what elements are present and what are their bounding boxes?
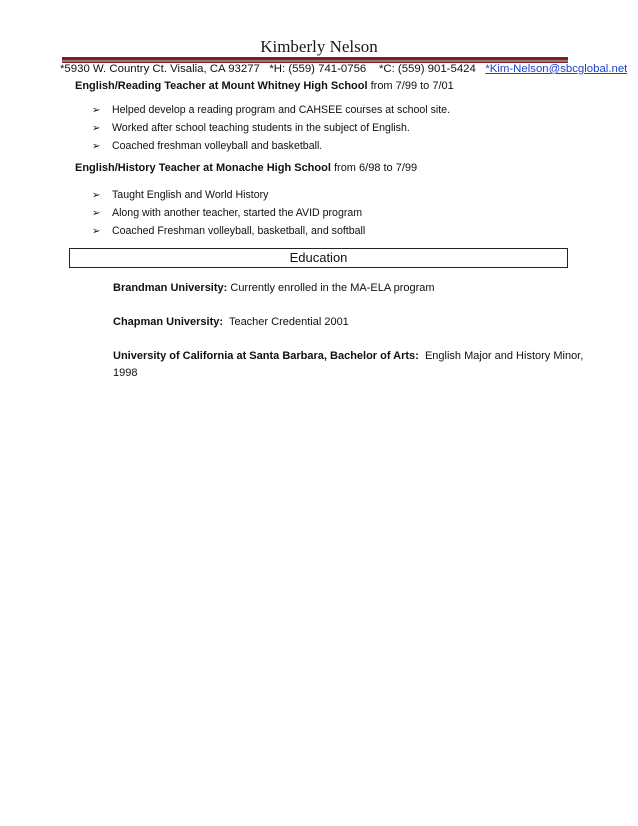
list-item [92,119,450,137]
bullet-text: Coached freshman volleyball and basketball. [112,140,323,152]
job-dates-1: from 7/99 to 7/01 [370,80,454,92]
education-item-1 [113,282,435,294]
contact-line [60,63,627,75]
job-bullets-2 [92,186,365,240]
education-item-3 [113,348,584,382]
education-school-3: University of California at Santa Barbara, Bachelor of Arts: [113,350,419,362]
contact-home-phone: *H: (559) 741-0756 [269,63,367,75]
list-item [92,204,365,222]
bullet-text: Taught English and World History [112,189,269,201]
arrow-bullet-icon: ➢ [92,105,101,116]
contact-email-link[interactable]: *Kim-Nelson@sbcglobal.net [485,63,628,75]
education-item-2 [113,316,349,328]
education-detail-1: Currently enrolled in the MA-ELA program [227,282,435,294]
bullet-text: Along with another teacher, started the AVID program [112,207,363,219]
job-title-1: English/Reading Teacher at Mount Whitney High School [75,80,368,92]
job-bullets-1 [92,101,450,155]
education-section-heading: Education [69,248,568,268]
arrow-bullet-icon: ➢ [92,226,101,237]
resume-name: Kimberly Nelson [260,37,378,56]
job-title-2: English/History Teacher at Monache High School [75,162,331,174]
contact-cell-phone: *C: (559) 901-5424 [378,63,476,75]
job-dates-2: from 6/98 to 7/99 [333,162,418,174]
education-year-3: 1998 [113,367,138,379]
job-heading-1 [75,80,454,92]
arrow-bullet-icon: ➢ [92,123,101,134]
contact-address: *5930 W. Country Ct. Visalia, CA 93277 [60,63,260,75]
education-item-3-line-1 [113,348,584,365]
education-detail-3: English Major and History Minor, [418,350,584,362]
list-item [92,101,450,119]
job-heading-2 [75,162,417,174]
bullet-text: Helped develop a reading program and CAHSEE courses at school site. [112,104,451,116]
arrow-bullet-icon: ➢ [92,141,101,152]
list-item [92,222,365,240]
education-school-1: Brandman University: [113,282,228,294]
education-school-2: Chapman University: [113,316,224,328]
list-item [92,186,365,204]
bullet-text: Worked after school teaching students in the subject of English. [112,122,410,134]
arrow-bullet-icon: ➢ [92,190,101,201]
bullet-text: Coached Freshman volleyball, basketball, and softball [112,225,366,237]
arrow-bullet-icon: ➢ [92,208,101,219]
education-detail-2: Teacher Credential 2001 [223,316,349,328]
list-item [92,137,450,155]
